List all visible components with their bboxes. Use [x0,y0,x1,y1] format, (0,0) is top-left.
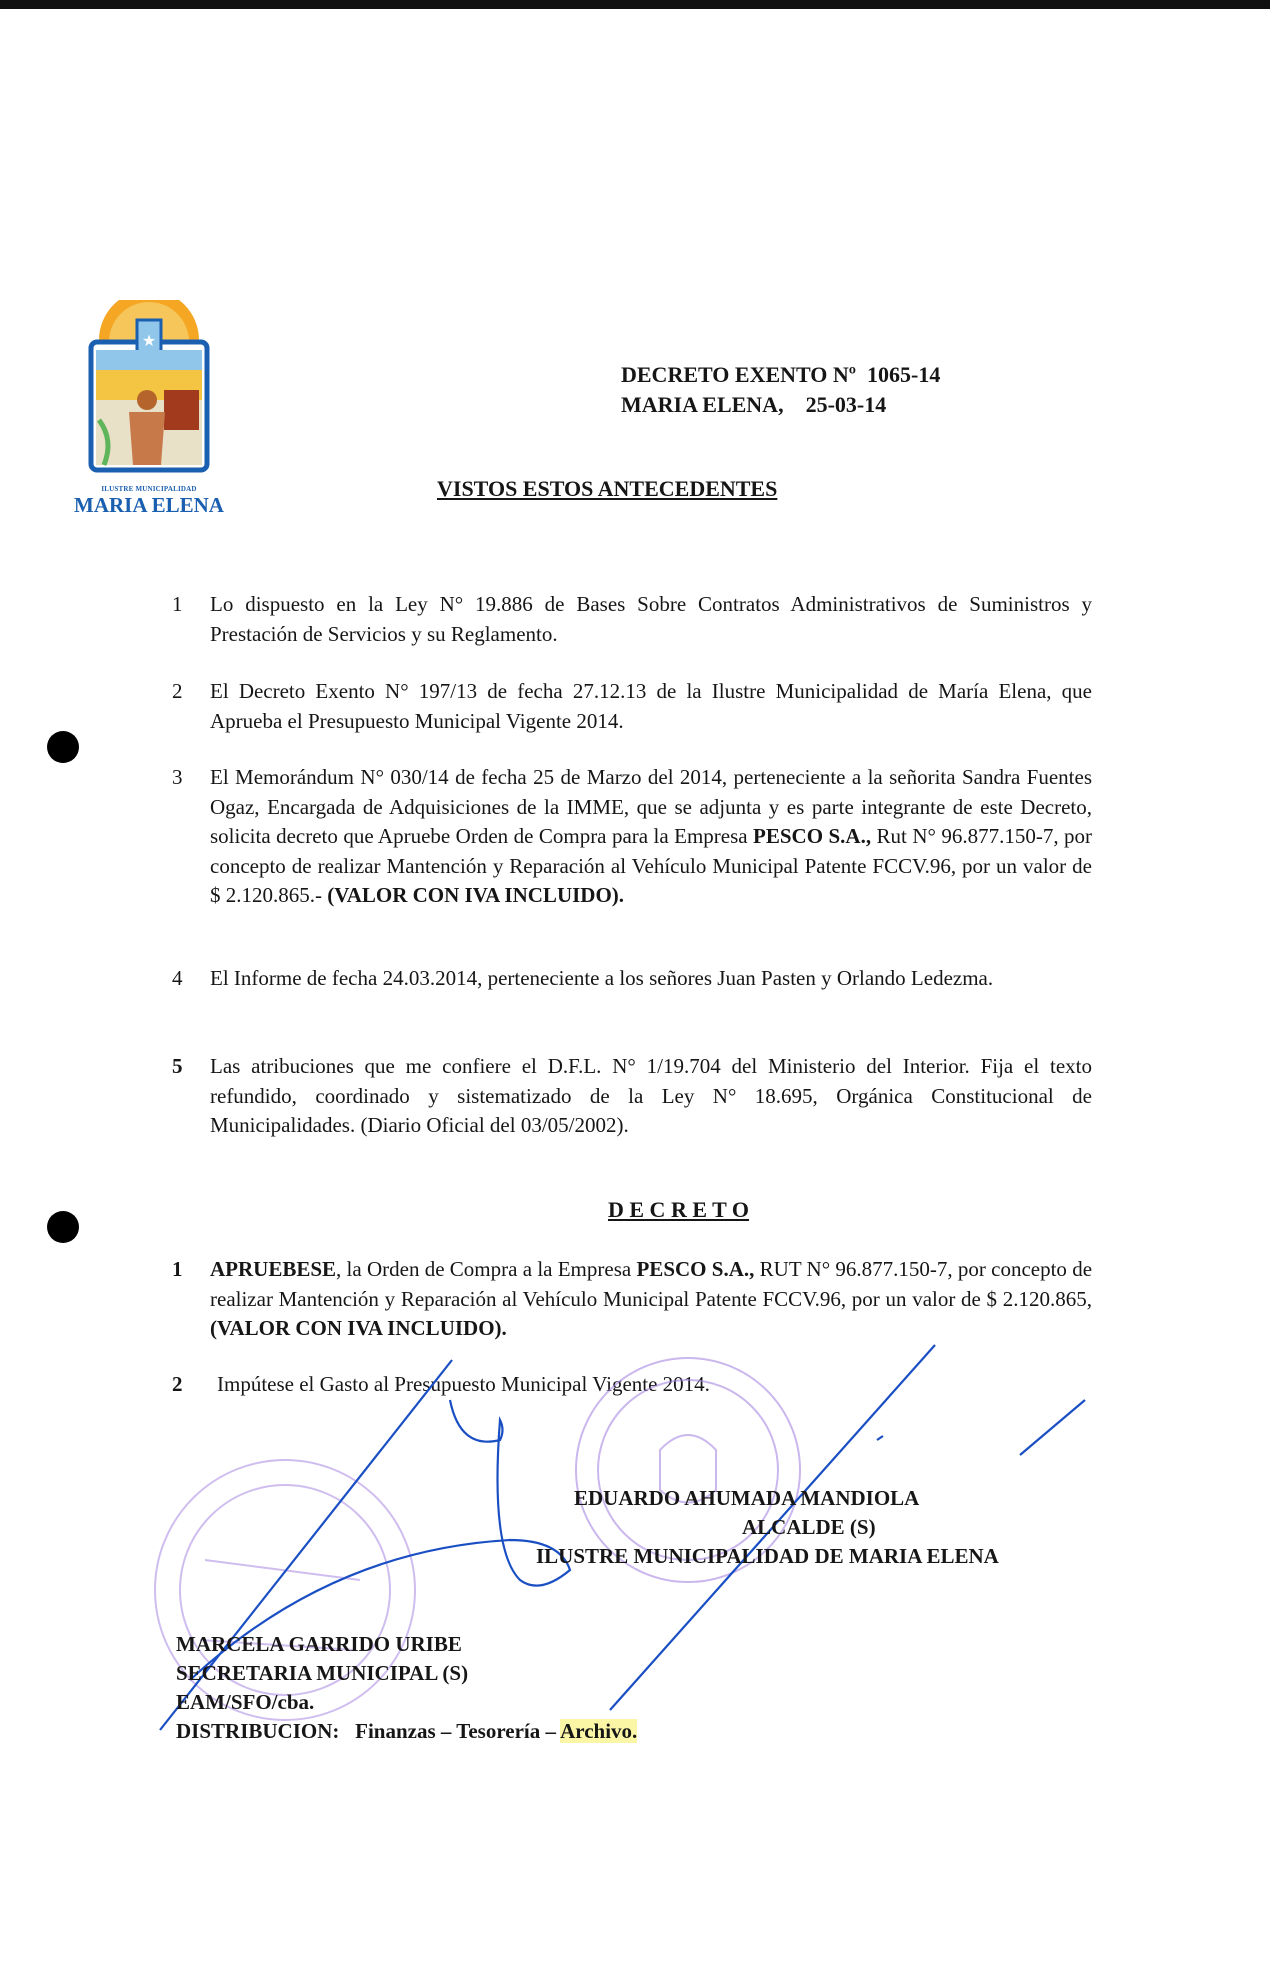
secretary-block [176,1630,637,1746]
text-part: , la Orden de Compra a la Empresa [336,1257,637,1281]
text-part: El Memorándum N° 030/14 de fecha 25 de Marzo del 2014, perteneciente a la señorita Sandra Fuentes Ogaz, Encargada de Adquisiciones de la IMME, que se adjunta y es parte integrante de este Decreto, solicita decreto que Apruebe Orden de Compra para la Empresa [210,765,1092,848]
municipality-logo [69,300,229,518]
item-text: El Informe de fecha 24.03.2014, perteneciente a los señores Juan Pasten y Orlando Ledezma. [210,966,994,990]
company-name: PESCO S.A., [636,1257,755,1281]
vistos-heading: VISTOS ESTOS ANTECEDENTES [437,476,778,501]
decreto-item [172,1370,1092,1400]
svg-text:★: ★ [141,333,157,350]
item-text [210,1255,1092,1344]
coat-of-arms-icon [69,300,229,480]
item-text: Las atribuciones que me confiere el D.F.L. N° 1/19.704 del Ministerio del Interior. Fija el texto refundido, coordinado y sistematizado de la Ley N° 18.695, Orgánica Constitucional de Municipalidades. (Diario Oficial del 03/05/2002). [210,1054,1092,1137]
logo-small-text: ILUSTRE MUNICIPALIDAD [101,485,197,493]
vistos-item [172,590,1092,649]
decreto-item [172,1255,1092,1344]
secretary-name: MARCELA GARRIDO URIBE [176,1632,462,1656]
decree-number: DECRETO EXENTO Nº 1065-14 [621,362,941,387]
iva-note: (VALOR CON IVA INCLUIDO). [327,883,625,907]
iva-note: (VALOR CON IVA INCLUIDO). [210,1316,507,1340]
item-text: El Decreto Exento N° 197/13 de fecha 27.12.13 de la Ilustre Municipalidad de María Elena, que Aprueba el Presupuesto Municipal Vigente 2014. [210,679,1092,733]
decreto-heading: D E C R E T O [608,1197,750,1222]
text-part: RUT N° 96.877.150-7, por concepto de realizar Mantención y Reparación al Vehículo Municipal Patente FCCV.96, por un valor de $ 2.120.865, [210,1257,1093,1311]
punch-hole [47,1211,79,1243]
item-number: 1 [172,1257,183,1281]
distribution-label: DISTRIBUCION: [176,1719,340,1743]
item-number: 2 [172,679,183,703]
mayor-org: ILUSTRE MUNICIPALIDAD DE MARIA ELENA [536,1544,999,1568]
distribution-list: Finanzas – Tesorería – [355,1719,556,1743]
scan-border [0,0,1270,9]
company-name: PESCO S.A., [753,824,872,848]
initials: EAM/SFO/cba. [176,1690,315,1714]
place-date: MARIA ELENA, 25-03-14 [621,392,887,417]
decree-header [621,360,940,420]
logo-name: MARIA ELENA [74,493,224,517]
mayor-title: ALCALDE (S) [742,1515,876,1539]
item-number: 2 [172,1372,183,1396]
item-number: 4 [172,966,183,990]
item-number: 3 [172,765,183,789]
secretary-title: SECRETARIA MUNICIPAL (S) [176,1661,469,1685]
verb: APRUEBESE [210,1257,337,1281]
mayor-name: EDUARDO AHUMADA MANDIOLA [574,1486,920,1510]
vistos-item [172,964,1092,994]
vistos-item [172,763,1092,911]
item-number: 5 [172,1054,183,1078]
punch-hole [47,731,79,763]
distribution-archivo: Archivo. [560,1719,638,1743]
item-text [210,763,1092,911]
item-number: 1 [172,592,183,616]
text-part: Rut N° 96.877.150-7, por concepto de realizar Mantención y Reparación al Vehículo Municipal Patente FCCV.96, por un valor de $ 2.120.865.- [210,824,1092,907]
distribution [176,1717,637,1746]
vistos-item [172,677,1092,736]
vistos-item [172,1052,1092,1141]
item-text: Impútese el Gasto al Presupuesto Municipal Vigente 2014. [217,1372,710,1396]
item-text: Lo dispuesto en la Ley N° 19.886 de Bases Sobre Contratos Administrativos de Suministros y Prestación de Servicios y su Reglamento. [210,592,1092,646]
